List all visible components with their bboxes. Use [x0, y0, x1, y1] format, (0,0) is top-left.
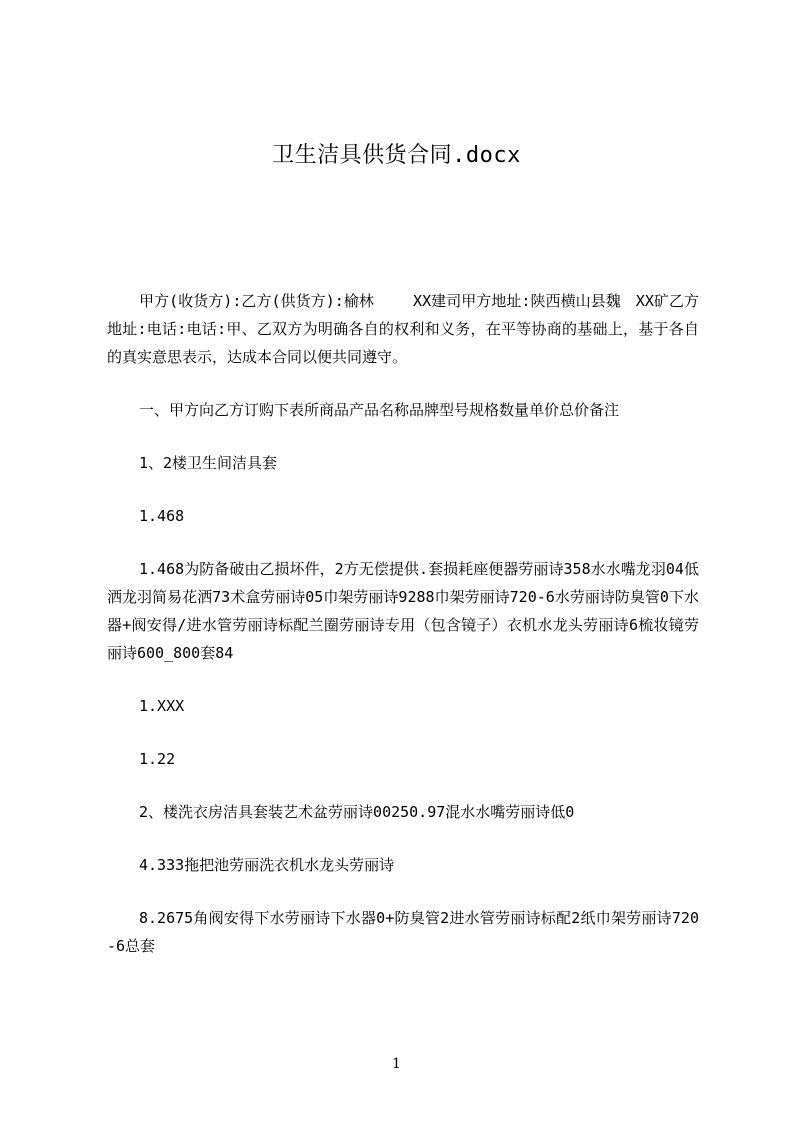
paragraph-value-1: 1.468 — [139, 507, 185, 525]
paragraph-parties: 甲方(收货方):乙方(供货方):榆林 XX建司甲方地址:陕西横山县魏 XX矿乙方地址:电话:电话:甲、乙双方为明确各自的权利和义务，在平等协商的基础上，基于各自的真实意思表示，达成本合同以便共同遵守。 — [107, 292, 699, 366]
paragraph-item-2: 2、楼洗衣房洁具套装艺术盆劳丽诗00250.97混水水嘴劳丽诗低0 — [139, 803, 575, 821]
paragraph-value-3: 1.22 — [139, 750, 176, 768]
paragraph-item-1: 1、2楼卫生间洁具套 — [139, 454, 278, 472]
paragraph-value-2: 1.XXX — [139, 697, 185, 715]
paragraph-item-details: 1.468为防备破由乙损坏件，2方无偿提供.套损耗座便器劳丽诗358水水嘴龙羽04低洒龙羽简易花洒73术盒劳丽诗05巾架劳丽诗9288巾架劳丽诗720-6水劳丽诗防臭管0下水器+阀安得/进水管劳丽诗标配兰圈劳丽诗专用（包含镜子）衣机水龙头劳丽诗6梳妆镜劳丽诗600_800套84 — [107, 560, 699, 662]
paragraph-order-heading: 一、甲方向乙方订购下表所商品产品名称品牌型号规格数量单价总价备注 — [139, 401, 620, 419]
paragraph-item-4: 8.2675角阀安得下水劳丽诗下水器0+防臭管2进水管劳丽诗标配2纸巾架劳丽诗720-6总套 — [107, 909, 699, 955]
document-title: 卫生洁具供货合同.docx — [272, 143, 521, 168]
document-body — [107, 287, 699, 960]
paragraph-item-3: 4.333拖把池劳丽洗衣机水龙头劳丽诗 — [139, 856, 395, 874]
page-number: 1 — [392, 1056, 401, 1072]
